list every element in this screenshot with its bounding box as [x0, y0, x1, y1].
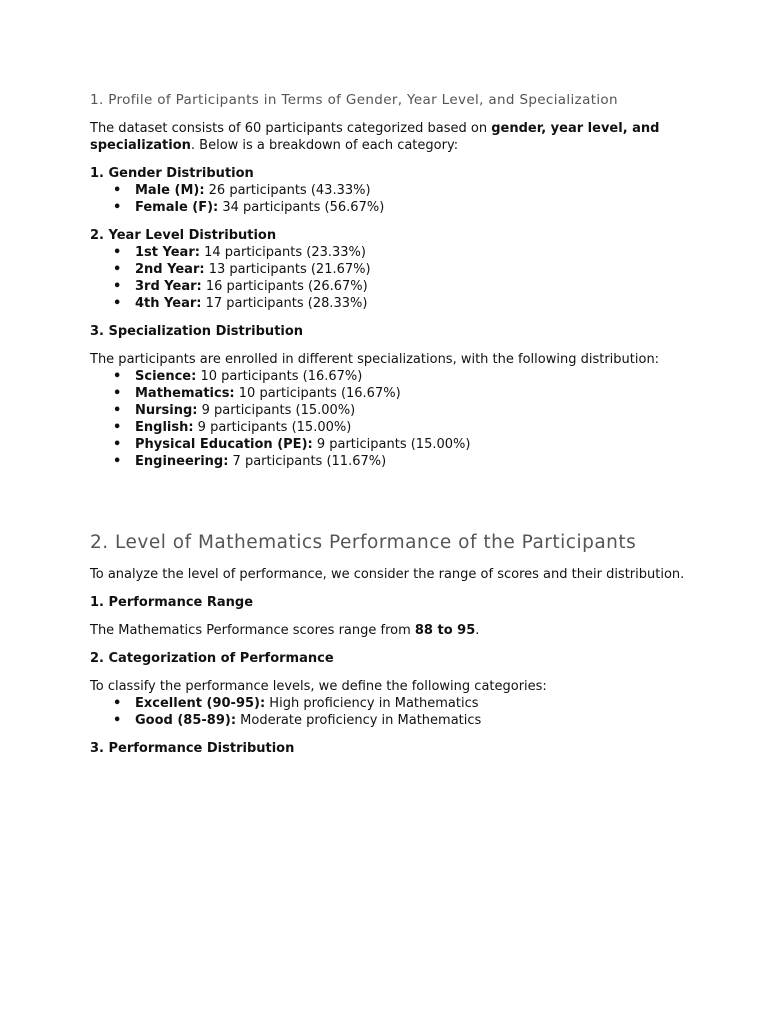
performance-range-text: [90, 622, 688, 639]
intro-bold: gender, year level, and specialization: [90, 121, 660, 153]
year-level-distribution-title: 2. Year Level Distribution: [90, 228, 277, 243]
specialization-distribution-title: 3. Specialization Distribution: [90, 324, 304, 339]
categorization-list: [90, 695, 688, 729]
item-text: 9 participants (15.00%): [193, 420, 352, 435]
performance-range-title: 1. Performance Range: [90, 595, 254, 610]
year-level-list: [90, 244, 688, 312]
section2-heading: 2. Level of Mathematics Performance of the Participants: [90, 532, 637, 553]
list-item: [135, 368, 688, 385]
item-label: Nursing:: [135, 403, 198, 418]
item-label: 2nd Year:: [135, 262, 205, 277]
item-label: 3rd Year:: [135, 279, 202, 294]
gender-list: [90, 182, 688, 216]
categorization-intro: To classify the performance levels, we define the following categories:: [90, 679, 547, 694]
item-label: Male (M):: [135, 183, 205, 198]
item-label: Good (85-89):: [135, 713, 237, 728]
specialization-list: [90, 368, 688, 470]
range-text-end: .: [475, 623, 480, 638]
item-label: Female (F):: [135, 200, 219, 215]
item-label: Physical Education (PE):: [135, 437, 313, 452]
section1-intro: [90, 120, 688, 154]
categorization-title: 2. Categorization of Performance: [90, 651, 334, 666]
intro-text: The dataset consists of 60 participants categorized based on: [90, 121, 492, 136]
list-item: [135, 402, 688, 419]
item-text: 9 participants (15.00%): [312, 437, 471, 452]
item-text: 13 participants (21.67%): [204, 262, 371, 277]
item-label: English:: [135, 420, 194, 435]
section1-heading: 1. Profile of Participants in Terms of Gender, Year Level, and Specialization: [90, 92, 618, 108]
list-item: [135, 199, 688, 216]
item-text: 26 participants (43.33%): [204, 183, 371, 198]
item-label: Excellent (90-95):: [135, 696, 266, 711]
item-text: High proficiency in Mathematics: [265, 696, 479, 711]
section2-intro: To analyze the level of performance, we consider the range of scores and their distribution.: [90, 567, 685, 582]
item-text: 16 participants (26.67%): [201, 279, 368, 294]
list-item: [135, 261, 688, 278]
performance-distribution-title: 3. Performance Distribution: [90, 741, 295, 756]
list-item: [135, 695, 688, 712]
list-item: [135, 244, 688, 261]
item-text: 10 participants (16.67%): [234, 386, 401, 401]
list-item: [135, 712, 688, 729]
item-label: Mathematics:: [135, 386, 235, 401]
list-item: [135, 385, 688, 402]
list-item: [135, 436, 688, 453]
list-item: [135, 295, 688, 312]
item-label: 4th Year:: [135, 296, 202, 311]
list-item: [135, 419, 688, 436]
item-text: 17 participants (28.33%): [201, 296, 368, 311]
item-text: 7 participants (11.67%): [228, 454, 387, 469]
list-item: [135, 182, 688, 199]
item-text: 9 participants (15.00%): [197, 403, 356, 418]
item-text: 14 participants (23.33%): [199, 245, 366, 260]
item-text: 34 participants (56.67%): [218, 200, 385, 215]
specialization-intro: The participants are enrolled in different specializations, with the following distribution:: [90, 352, 660, 367]
list-item: [135, 453, 688, 470]
intro-text-end: . Below is a breakdown of each category:: [190, 138, 459, 153]
item-label: Engineering:: [135, 454, 229, 469]
item-label: 1st Year:: [135, 245, 200, 260]
gender-distribution-title: 1. Gender Distribution: [90, 166, 254, 181]
range-bold: 88 to 95: [414, 623, 476, 638]
item-label: Science:: [135, 369, 197, 384]
list-item: [135, 278, 688, 295]
item-text: 10 participants (16.67%): [196, 369, 363, 384]
range-text: The Mathematics Performance scores range from: [90, 623, 415, 638]
item-text: Moderate proficiency in Mathematics: [236, 713, 482, 728]
